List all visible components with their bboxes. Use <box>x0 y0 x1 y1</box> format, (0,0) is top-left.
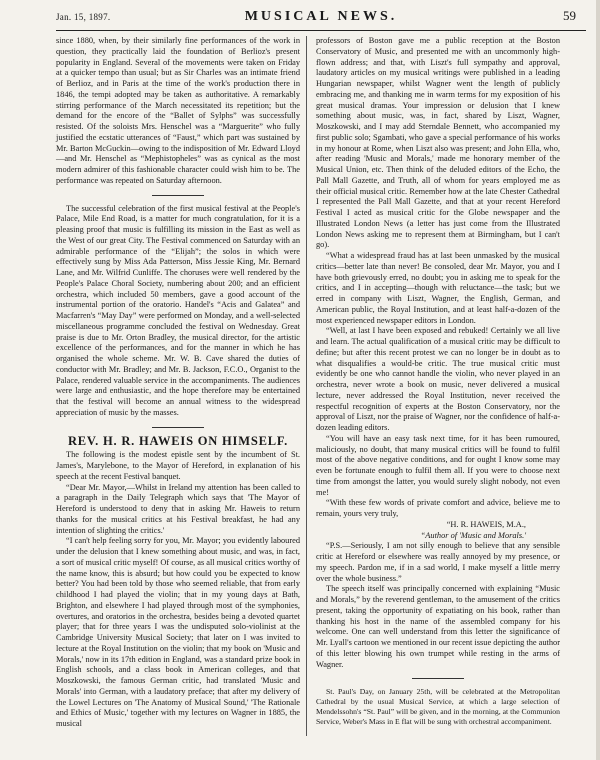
paragraph: The following is the modest epistle sent by the incumbent of St. James's, Marylebone, to the Mayor of Hereford, in explanation of his speech at the recent Festival banquet. <box>56 450 300 481</box>
page-number: 59 <box>563 8 576 23</box>
signature-name: “H. R. HAWEIS, M.A., <box>446 519 526 529</box>
paragraph: since 1880, when, by their similarly fine performances of the work in question, they practically laid the foundation of Berlioz's present popularity in England. Several of the movements were taken on Friday at a quicker tempo than usual; but as Sir Charles was an intimate friend of Berlioz, and in Paris at the time of the work's production there in 1846, the tempi adopted may be taken as authoritative. A remarkably stirring performance of the March necessitated its repetition; but the demand for the encore of the “Ballet of Sylphs” was successfully resisted. Of the soloists Mrs. Henschel was a “Marguerite” who fully justified the ecstatic utterances of “Faust,” which part was sustained by Mr. Barton McGuckin—owing to the indisposition of Mr. Edward Lloyd—and Mr. Henschel as “Mephistopheles” was as cynical as the most modern admirer of this fashionable character could wish him to be. The performance was repeated on Saturday afternoon. <box>56 36 300 185</box>
column-divider <box>306 36 307 736</box>
paragraph: “Well, at last I have been exposed and rebuked! Certainly we all live and learn. The actual qualification of a musical critic may be difficult to define; but after this recent protest we can no longer be in doubt as to what disqualifies a would-be critic. The true musical critic must evidently be one who cannot handle the violin, who never played in an orchestra, never wrote a book on music, never delivered a musical lecture, never addressed the Royal Institution, never received the respectful recognition of experts at the Boston Conservatory, nor the approval of Liszt, nor the praise of Wagner, nor the confidence of half-a-dozen leading editors. <box>316 326 560 432</box>
issue-date: Jan. 15, 1897. <box>56 12 111 22</box>
left-column <box>56 36 300 730</box>
paragraph: “P.S.—Seriously, I am not silly enough to believe that any sensible critic at Hereford or elsewhere was really annoyed by my presence, or my speech. Pardon me, if in a sad world, I make myself a little merry over the whole business.” <box>316 541 560 583</box>
paragraph: “You will have an easy task next time, for it has been rumoured, maliciously, no doubt, that many musical critics will be found to fulfil most of the above negative conditions, and for ought I know some may even be fortunate enough to fulfil them all. If you were to choose next time from amongst the latter, you would surely slight nobody, not even me! <box>316 433 560 497</box>
signature-title: “Author of 'Music and Morals.' <box>420 530 526 540</box>
article-heading: REV. H. R. HAWEIS ON HIMSELF. <box>67 433 289 448</box>
paragraph: St. Paul's Day, on January 25th, will be celebrated at the Metropolitan Cathedral by the usual Musical Service, at which a large selection of Mendelssohn's “St. Paul” will be given, and in the morning, at the Communion Service, Weber's Mass in E flat will be sung with orchestral accompaniment. <box>316 687 560 726</box>
section-divider <box>412 678 464 679</box>
paragraph: “What a widespread fraud has at last been unmasked by the musical critics—better late than never! Be consoled, dear Mr. Mayor, you and I have both grievously erred, no doubt; you in asking me to speak for the critics, and I in accepting—though with reluctance—the task; but we erred in company with Liszt, Wagner, the English, German, and American public, the Royal Institution, and at least half-a-dozen of the most experienced newspaper editors in London. <box>316 251 560 325</box>
masthead-title: MUSICAL NEWS. <box>244 9 398 24</box>
paragraph: professors of Boston gave me a public reception at the Boston Conservatory of Music, and presented me with an uncommonly high-flown address; and that, with Liszt's full sympathy and approval, laudatory articles on my musical writings were published in a leading Hungarian newspaper, whilst Wagner went the length of publicly embracing me, and thanking me in warm terms for my exposition of his great musical dramas. Your impression or delusion that I knew something about music, was, in fact, shared by Liszt, Wagner, Moszkowski, and I may add Sterndale Bennett, who accompanied my first public solo; Sgambati, who gave a special performance of his works in my honour at Rome, when Liszt also was present; and John Ella, who, after reading 'Music and Morals,' made me honorary member of the Musical Union, etc. Then think of the deluded editors of the Echo, the Pall Mall Gazette, and Truth, all of whom for years employed me as their official musical critic. Remember how at the late Chester Cathedral I represented the Pall Mall Gazette, and that at your recent Hereford Festival I acted as musical critic for the Globe newspaper and the Illustrated London News (a letter has just come from the Illustrated London News asking me to represent them at Birmingham, but I can't go). <box>316 36 560 250</box>
paragraph: “With these few words of private comfort and advice, believe me to remain, yours very truly, <box>316 498 560 518</box>
paragraph: “Dear Mr. Mayor,—Whilst in Ireland my attention has been called to a paragraph in the Daily Telegraph which says that 'The Mayor of Hereford is understood to deny that in asking Mr. Haweis to return thanks for the musical critics at his Festival breakfast, he had any intention of slighting the critics.' <box>56 482 300 535</box>
paragraph: The successful celebration of the first musical festival at the People's Palace, Mile End Road, is a matter for much congratulation, for it is a pleasing proof that music is fulfilling its mission in the East as well as the West of our great City. The Festival commenced on Saturday with an admirable performance of the “Elijah”; the solos in which were effectively sung by Miss Ada Patterson, Miss Jessie King, Mr. Bernard Lane, and Mr. Wilfrid Cunliffe. The choruses were well rendered by the People's Palace Choral Society, numbering about 200; and an efficient orchestra, which included 50 members, gave a good account of the instrumental portion of the oratorio. Handel's “Acis and Galatea” and Macfarren's “May Day” were performed on Monday, and a well-selected miscellaneous programme concluded the festival on Wednesday. Great praise is due to Mr. Orton Bradley, the musical director, for the artistic excellence of the performances, and for the manner in which he has organised the whole scheme. Mr. W. B. Cave shared the duties of conductor with Mr. Bradley; and Mr. B. Jackson, F.C.O., Organist to the Palace, rendered valuable service in the accompaniments. The audiences were large and enthusiastic, and the hope therefore may be entertained that the festival will become an annual witness to the widespread appreciation of music by the masses. <box>56 203 300 417</box>
right-column <box>316 36 560 727</box>
page-header <box>56 8 586 31</box>
page-edge <box>596 0 600 760</box>
section-divider <box>152 427 204 428</box>
section-divider <box>152 195 204 196</box>
paragraph: The speech itself was principally concerned with explaining “Music and Morals,” by the reverend gentleman, to the amusement of the critics present, taking the opportunity of expatiating on his book, rather than thanking his host in the name of the assembled company for his welcome. One can well understand from this letter the significance of Mr. Lyall's cartoon we mentioned in our recent issue depicting the author of this letter blowing his own trumpet while resting in the arms of Wagner. <box>316 584 560 669</box>
paragraph: “I can't help feeling sorry for you, Mr. Mayor; you evidently laboured under the delusion that I knew something about music, and was, in fact, a sort of musical critic myself! Of course, as all musical critics worthy of the name know, this is absurd; but how could you be expected to know better? You had been told by those who seemed reliable, that from early childhood I had played the violin; that in my young days at Bath, Brighton, and elsewhere I had played through most of the symphonies, overtures, and oratorios in the orchestra, besides being a devoted quartet player; that for three years I was the undisputed solo-violinist at the Cambridge University Musical Society; that later on I was invited to lecture at the Royal Institution on the violin; that my book on 'Music and Morals,' now in its 17th edition in England, was a standard prize book in English schools, and a class book in American colleges, and that Moszkowski, the famous German critic, had translated 'Music and Morals' into German, with a laudatory preface; that after my delivery of the Lowel Lectures on 'The Anatomy of Musical Sound,' 'The Rationale and Ethics of Music,' together with my lectures on Wagner in 1885, the musical <box>56 536 300 728</box>
